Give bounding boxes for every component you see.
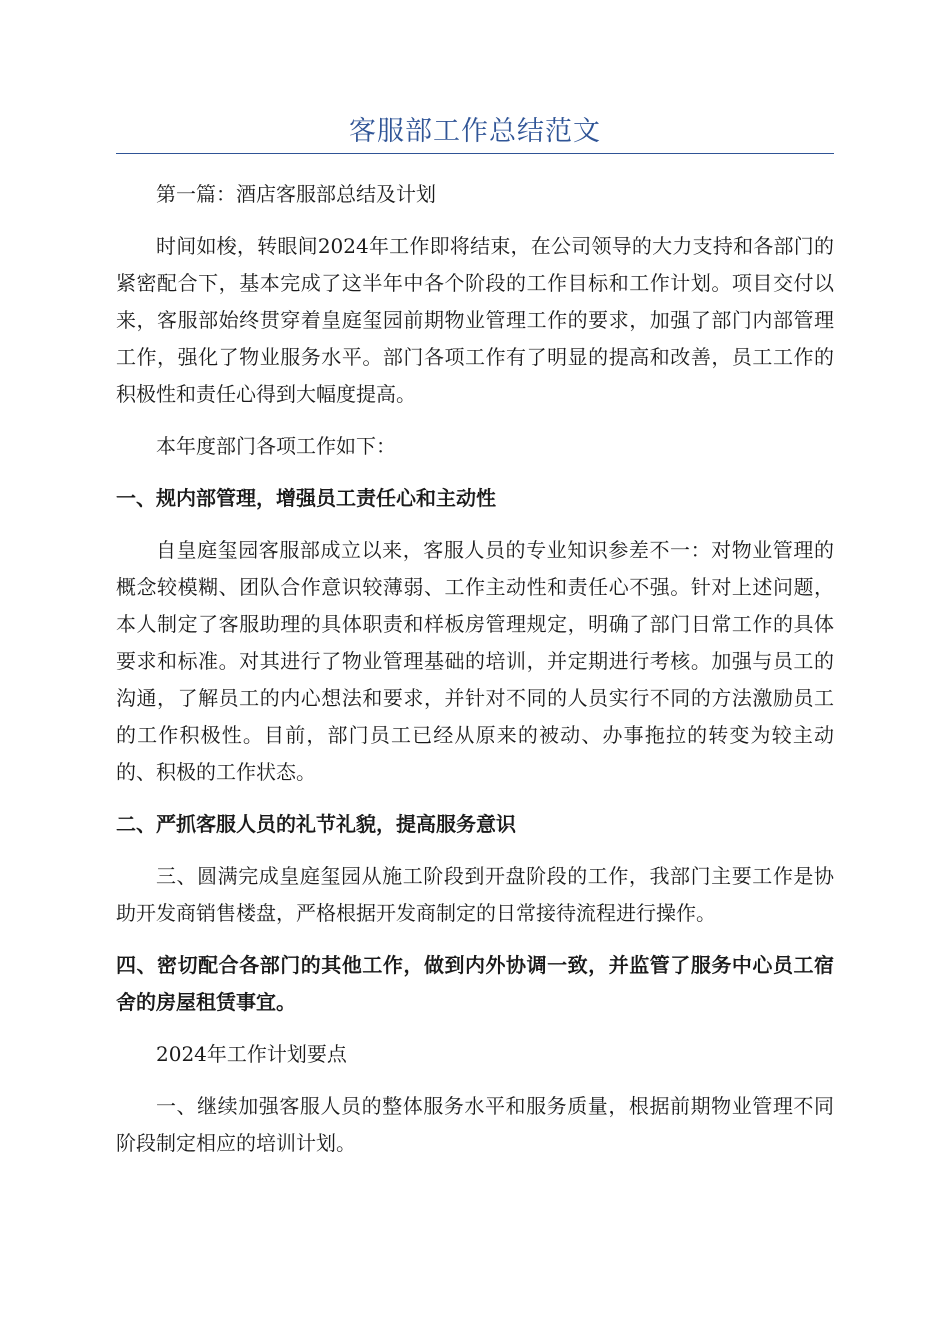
plan-item-one: 一、继续加强客服人员的整体服务水平和服务质量，根据前期物业管理不同阶段制定相应的培训计划。 <box>116 1094 834 1155</box>
heading-one: 一、规内部管理，增强员工责任心和主动性 <box>116 486 496 510</box>
paragraph-one: 自皇庭玺园客服部成立以来，客服人员的专业知识参差不一：对物业管理的概念较模糊、团队合作意识较薄弱、工作主动性和责任心不强。针对上述问题，本人制定了客服助理的具体职责和样板房管理规定，明确了部门日常工作的具体要求和标准。对其进行了物业管理基础的培训，并定期进行考核。加强与员工的沟通，了解员工的内心想法和要求，并针对不同的人员实行不同的方法激励员工的工作积极性。目前，部门员工已经从原来的被动、办事拖拉的转变为较主动的、积极的工作状态。 <box>116 538 834 784</box>
document-title: 客服部工作总结范文 <box>349 116 601 147</box>
heading-four: 四、密切配合各部门的其他工作，做到内外协调一致，并监管了服务中心员工宿舍的房屋租赁事宜。 <box>116 953 834 1014</box>
paragraph-three: 三、圆满完成皇庭玺园从施工阶段到开盘阶段的工作，我部门主要工作是协助开发商销售楼盘，严格根据开发商制定的日常接待流程进行操作。 <box>116 864 834 925</box>
document-body <box>116 176 834 1177</box>
intro-paragraph: 时间如梭，转眼间2024年工作即将结束，在公司领导的大力支持和各部门的紧密配合下，基本完成了这半年中各个阶段的工作目标和工作计划。项目交付以来，客服部始终贯穿着皇庭玺园前期物业管理工作的要求，加强了部门内部管理工作，强化了物业服务水平。部门各项工作有了明显的提高和改善，员工工作的积极性和责任心得到大幅度提高。 <box>116 234 834 406</box>
title-underline <box>116 153 834 154</box>
heading-two: 二、严抓客服人员的礼节礼貌，提高服务意识 <box>116 812 516 836</box>
work-list-intro: 本年度部门各项工作如下： <box>156 434 396 458</box>
plan-heading: 2024年工作计划要点 <box>156 1042 347 1066</box>
section-subtitle: 第一篇：酒店客服部总结及计划 <box>156 182 436 206</box>
